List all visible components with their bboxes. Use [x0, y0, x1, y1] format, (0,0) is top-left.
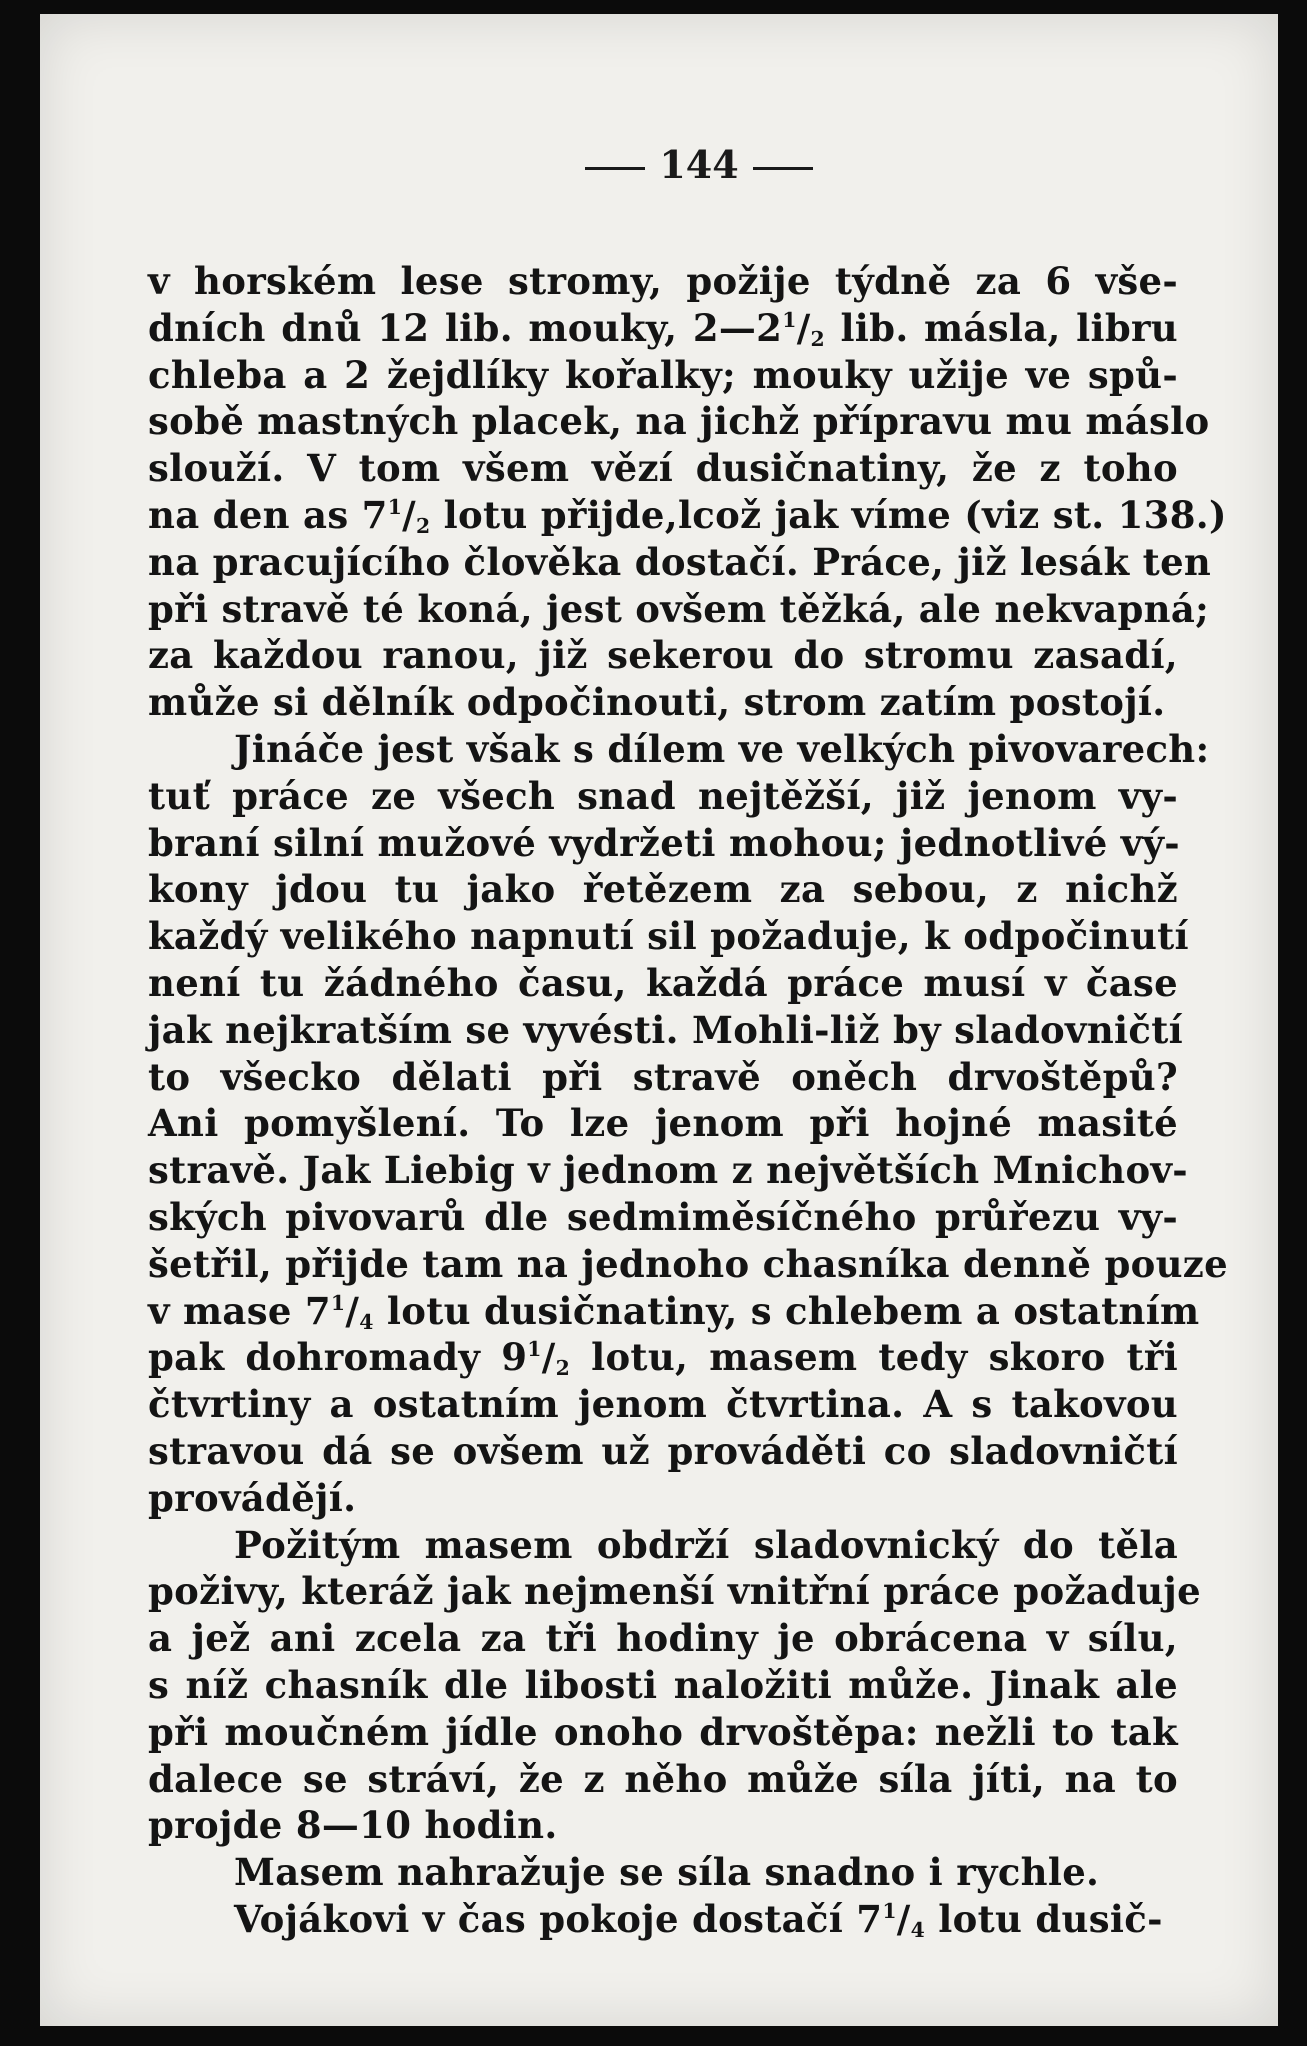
text-line: to všecko dělati při stravě oněch drvoštěpů? [148, 1054, 1178, 1099]
text-line: každý velikého napnutí sil požaduje, k odpočinutí [148, 914, 1189, 959]
text-line: kony jdou tu jako řetězem za sebou, z nichž [148, 867, 1178, 912]
text-line: může si dělník odpočinouti, strom zatím postojí. [148, 680, 1166, 725]
text-line: tuť práce ze všech snad nejtěžší, již jenom vy- [148, 773, 1178, 818]
text-line: při stravě té koná, jest ovšem těžká, ale nekvapná; [148, 586, 1210, 631]
body-text [148, 258, 1228, 1943]
text-line: Masem nahražuje se síla snadno i rychle. [234, 1850, 1100, 1895]
dash-left [585, 167, 645, 170]
text-line: poživy, kteráž jak nejmenší vnitřní práce požaduje [148, 1569, 1201, 1614]
page-number: 144 [80, 142, 1307, 187]
paragraph-1 [148, 258, 1227, 726]
paragraph-3 [148, 1522, 1201, 1850]
text-line: provádějí. [148, 1475, 357, 1520]
text-line: Požitým masem obdrží sladovnický do těla [234, 1522, 1178, 1567]
text-line: není tu žádného času, každá práce musí v čase [148, 960, 1178, 1005]
text-line: za každou ranou, již sekerou do stromu zasadí, [148, 633, 1178, 678]
text-line: dních dnů 12 lib. mouky, $2—2^1/_2$ lib. másla, libru [148, 305, 1178, 351]
text-line: Vojákovi v čas pokoje dostačí $7^1/_4$ lotu dusič- [234, 1896, 1163, 1942]
text-line: čtvrtiny a ostatním jenom čtvrtina. A s takovou [148, 1382, 1178, 1427]
text-line: stravě. Jak Liebig v jednom z největších Mnichov- [148, 1148, 1188, 1193]
text-line: ských pivovarů dle sedmiměsíčného průřezu vy- [148, 1194, 1178, 1239]
text-line: Ani pomyšlení. To lze jenom při hojné masité [148, 1101, 1178, 1146]
text-line: projde 8—10 hodin. [148, 1803, 558, 1848]
paragraph-4 [148, 1849, 1178, 1896]
dash-right [753, 167, 813, 170]
text-line: dalece se stráví, že z něho může síla jíti, na to [148, 1756, 1178, 1801]
text-line: braní silní mužové vydržeti mohou; jednotlivé vý- [148, 820, 1180, 865]
paragraph-2 [148, 726, 1228, 1522]
text-line: v mase $7^1/_4$ lotu dusičnatiny, s chlebem a ostatním [148, 1288, 1200, 1334]
text-line: jak nejkratším se vyvésti. Mohli-liž by sladovničtí [148, 1007, 1183, 1052]
text-line: v horském lese stromy, požije týdně za 6 vše- [148, 259, 1178, 303]
text-line: stravou dá se ovšem už prováděti co sladovničtí [148, 1428, 1178, 1473]
text-line: na pracujícího člověka dostačí. Práce, již lesák ten [148, 539, 1212, 584]
text-line: šetřil, přijde tam na jednoho chasníka denně pouze [148, 1241, 1228, 1286]
text-line: pak dohromady $9^1/_2$ lotu, masem tedy skoro tři [148, 1335, 1178, 1381]
text-line: a jež ani zcela za tři hodiny je obrácena v sílu, [148, 1616, 1178, 1661]
text-line: při moučném jídle onoho drvoštěpa: nežli to tak [148, 1709, 1178, 1754]
text-line: sobě mastných placek, na jichž přípravu mu máslo [148, 399, 1210, 444]
text-line: na den as $7^1/_2$ lotu přijde,lcož jak víme (viz st. 138.) [148, 492, 1227, 539]
paragraph-5 [148, 1896, 1178, 1943]
text-line: Jináče jest však s dílem ve velkých pivovarech: [234, 726, 1210, 771]
text-line: chleba a 2 žejdlíky kořalky; mouky užije ve spů- [148, 352, 1178, 397]
text-line: slouží. V tom všem vězí dusičnatiny, že z toho [148, 446, 1178, 491]
text-line: s níž chasník dle libosti naložiti může. Jinak ale [148, 1662, 1178, 1707]
